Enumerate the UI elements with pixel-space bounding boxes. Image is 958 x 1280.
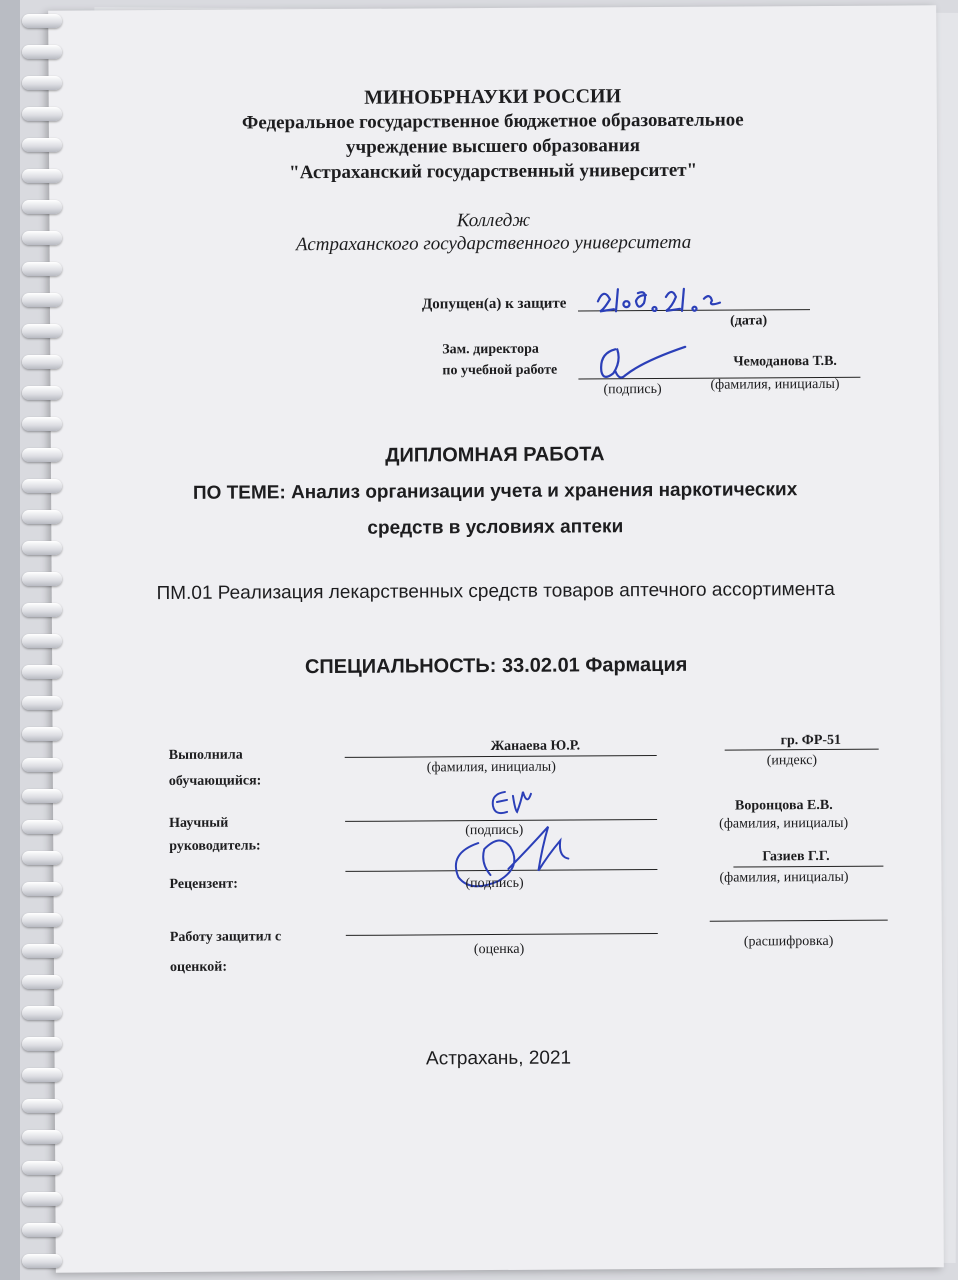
binding-ring (22, 913, 62, 927)
binding-ring (22, 1192, 62, 1206)
topic-line-2: средств в условиях аптеки (367, 516, 624, 539)
binding-ring (22, 417, 62, 431)
grade-caption: (оценка) (473, 941, 525, 958)
reviewer-name: Газиев Г.Г. (762, 848, 830, 865)
binding-ring (22, 758, 62, 772)
student-caption: (фамилия, инициалы) (426, 759, 556, 776)
specialty: СПЕЦИАЛЬНОСТЬ: 33.02.01 Фармация (304, 653, 688, 679)
binding-ring (22, 169, 62, 183)
binding-ring (22, 634, 62, 648)
binding-ring (22, 138, 62, 152)
binding-ring (22, 727, 62, 741)
title-page (48, 5, 944, 1272)
work-type: ДИПЛОМНАЯ РАБОТА (385, 443, 605, 467)
group-line (725, 749, 879, 751)
student-label-2: обучающийся: (168, 773, 262, 790)
reviewer-name-caption: (фамилия, инициалы) (719, 869, 849, 886)
binding-ring (22, 1254, 62, 1268)
binding-ring (22, 293, 62, 307)
binding-ring (22, 324, 62, 338)
city-year: Астрахань, 2021 (425, 1047, 572, 1070)
binding-ring (22, 76, 62, 90)
institution-line-1: Федеральное государственное бюджетное образовательное (241, 109, 744, 134)
binding-ring (22, 975, 62, 989)
binding-ring (22, 944, 62, 958)
supervisor-label-1: Научный (169, 815, 229, 832)
binding-ring (22, 820, 62, 834)
decoding-line (710, 920, 888, 922)
binding-ring (22, 541, 62, 555)
binding-ring (22, 262, 62, 276)
binding-ring (22, 882, 62, 896)
decoding-caption: (расшифровка) (743, 933, 834, 950)
binding-ring (22, 1223, 62, 1237)
admission-label: Допущен(а) к защите (421, 295, 567, 313)
binding-ring (22, 1006, 62, 1020)
module-title: ПМ.01 Реализация лекарственных средств товаров аптечного ассортимента (156, 578, 835, 605)
group-caption: (индекс) (766, 753, 818, 769)
reviewer-name-line (733, 866, 883, 868)
grade-line (346, 933, 658, 936)
binding-ring (22, 200, 62, 214)
defense-label-2: оценкой: (169, 959, 228, 975)
group-index: гр. ФР-51 (780, 732, 842, 749)
binding-ring (22, 1130, 62, 1144)
supervisor-label-2: руководитель: (169, 838, 261, 854)
binding-ring (22, 1068, 62, 1082)
binding-ring (22, 665, 62, 679)
binding-spine (22, 0, 62, 1280)
reviewer-sig-caption: (подпись) (465, 875, 524, 892)
binding-ring (22, 355, 62, 369)
institution-line-2: учреждение высшего образования (345, 135, 641, 158)
student-line (345, 755, 657, 758)
binding-ring (22, 1161, 62, 1175)
signature-caption: (подпись) (603, 381, 662, 398)
supervisor-sig-caption: (подпись) (465, 822, 524, 839)
college-line-2: Астраханского государственного университета (295, 231, 692, 256)
binding-ring (22, 479, 62, 493)
handwritten-date (590, 279, 740, 320)
binding-ring (22, 45, 62, 59)
binding-ring (22, 1099, 62, 1113)
university-name: "Астраханский государственный университет" (289, 159, 698, 184)
ministry-title: МИНОБРНАУКИ РОССИИ (364, 85, 622, 109)
binding-ring (22, 386, 62, 400)
binding-ring (22, 696, 62, 710)
date-caption: (дата) (730, 313, 768, 329)
name-caption: (фамилия, инициалы) (710, 376, 840, 393)
deputy-label-1: Зам. директора (442, 341, 539, 358)
binding-ring (22, 107, 62, 121)
supervisor-signature (483, 784, 543, 824)
supervisor-name-caption: (фамилия, инициалы) (719, 815, 849, 832)
binding-ring (22, 231, 62, 245)
supervisor-name: Воронцова Е.В. (734, 797, 833, 814)
deputy-label-2: по учебной работе (442, 362, 558, 379)
reviewer-label: Рецензент: (169, 876, 238, 892)
deputy-signature (585, 337, 695, 388)
student-name: Жанаева Ю.Р. (490, 738, 581, 755)
binding-ring (22, 1037, 62, 1051)
defense-label-1: Работу защитил с (169, 929, 282, 945)
binding-ring (22, 572, 62, 586)
topic-line-1: ПО ТЕМЕ: Анализ организации учета и хранения наркотических (192, 479, 798, 504)
binding-ring (22, 851, 62, 865)
binding-ring (22, 510, 62, 524)
deputy-name: Чемоданова Т.В. (733, 353, 837, 370)
college-line-1: Колледж (456, 209, 531, 232)
binding-ring (22, 14, 62, 28)
student-label-1: Выполнила (168, 747, 243, 764)
binding-ring (22, 448, 62, 462)
binding-ring (22, 603, 62, 617)
binding-ring (22, 789, 62, 803)
